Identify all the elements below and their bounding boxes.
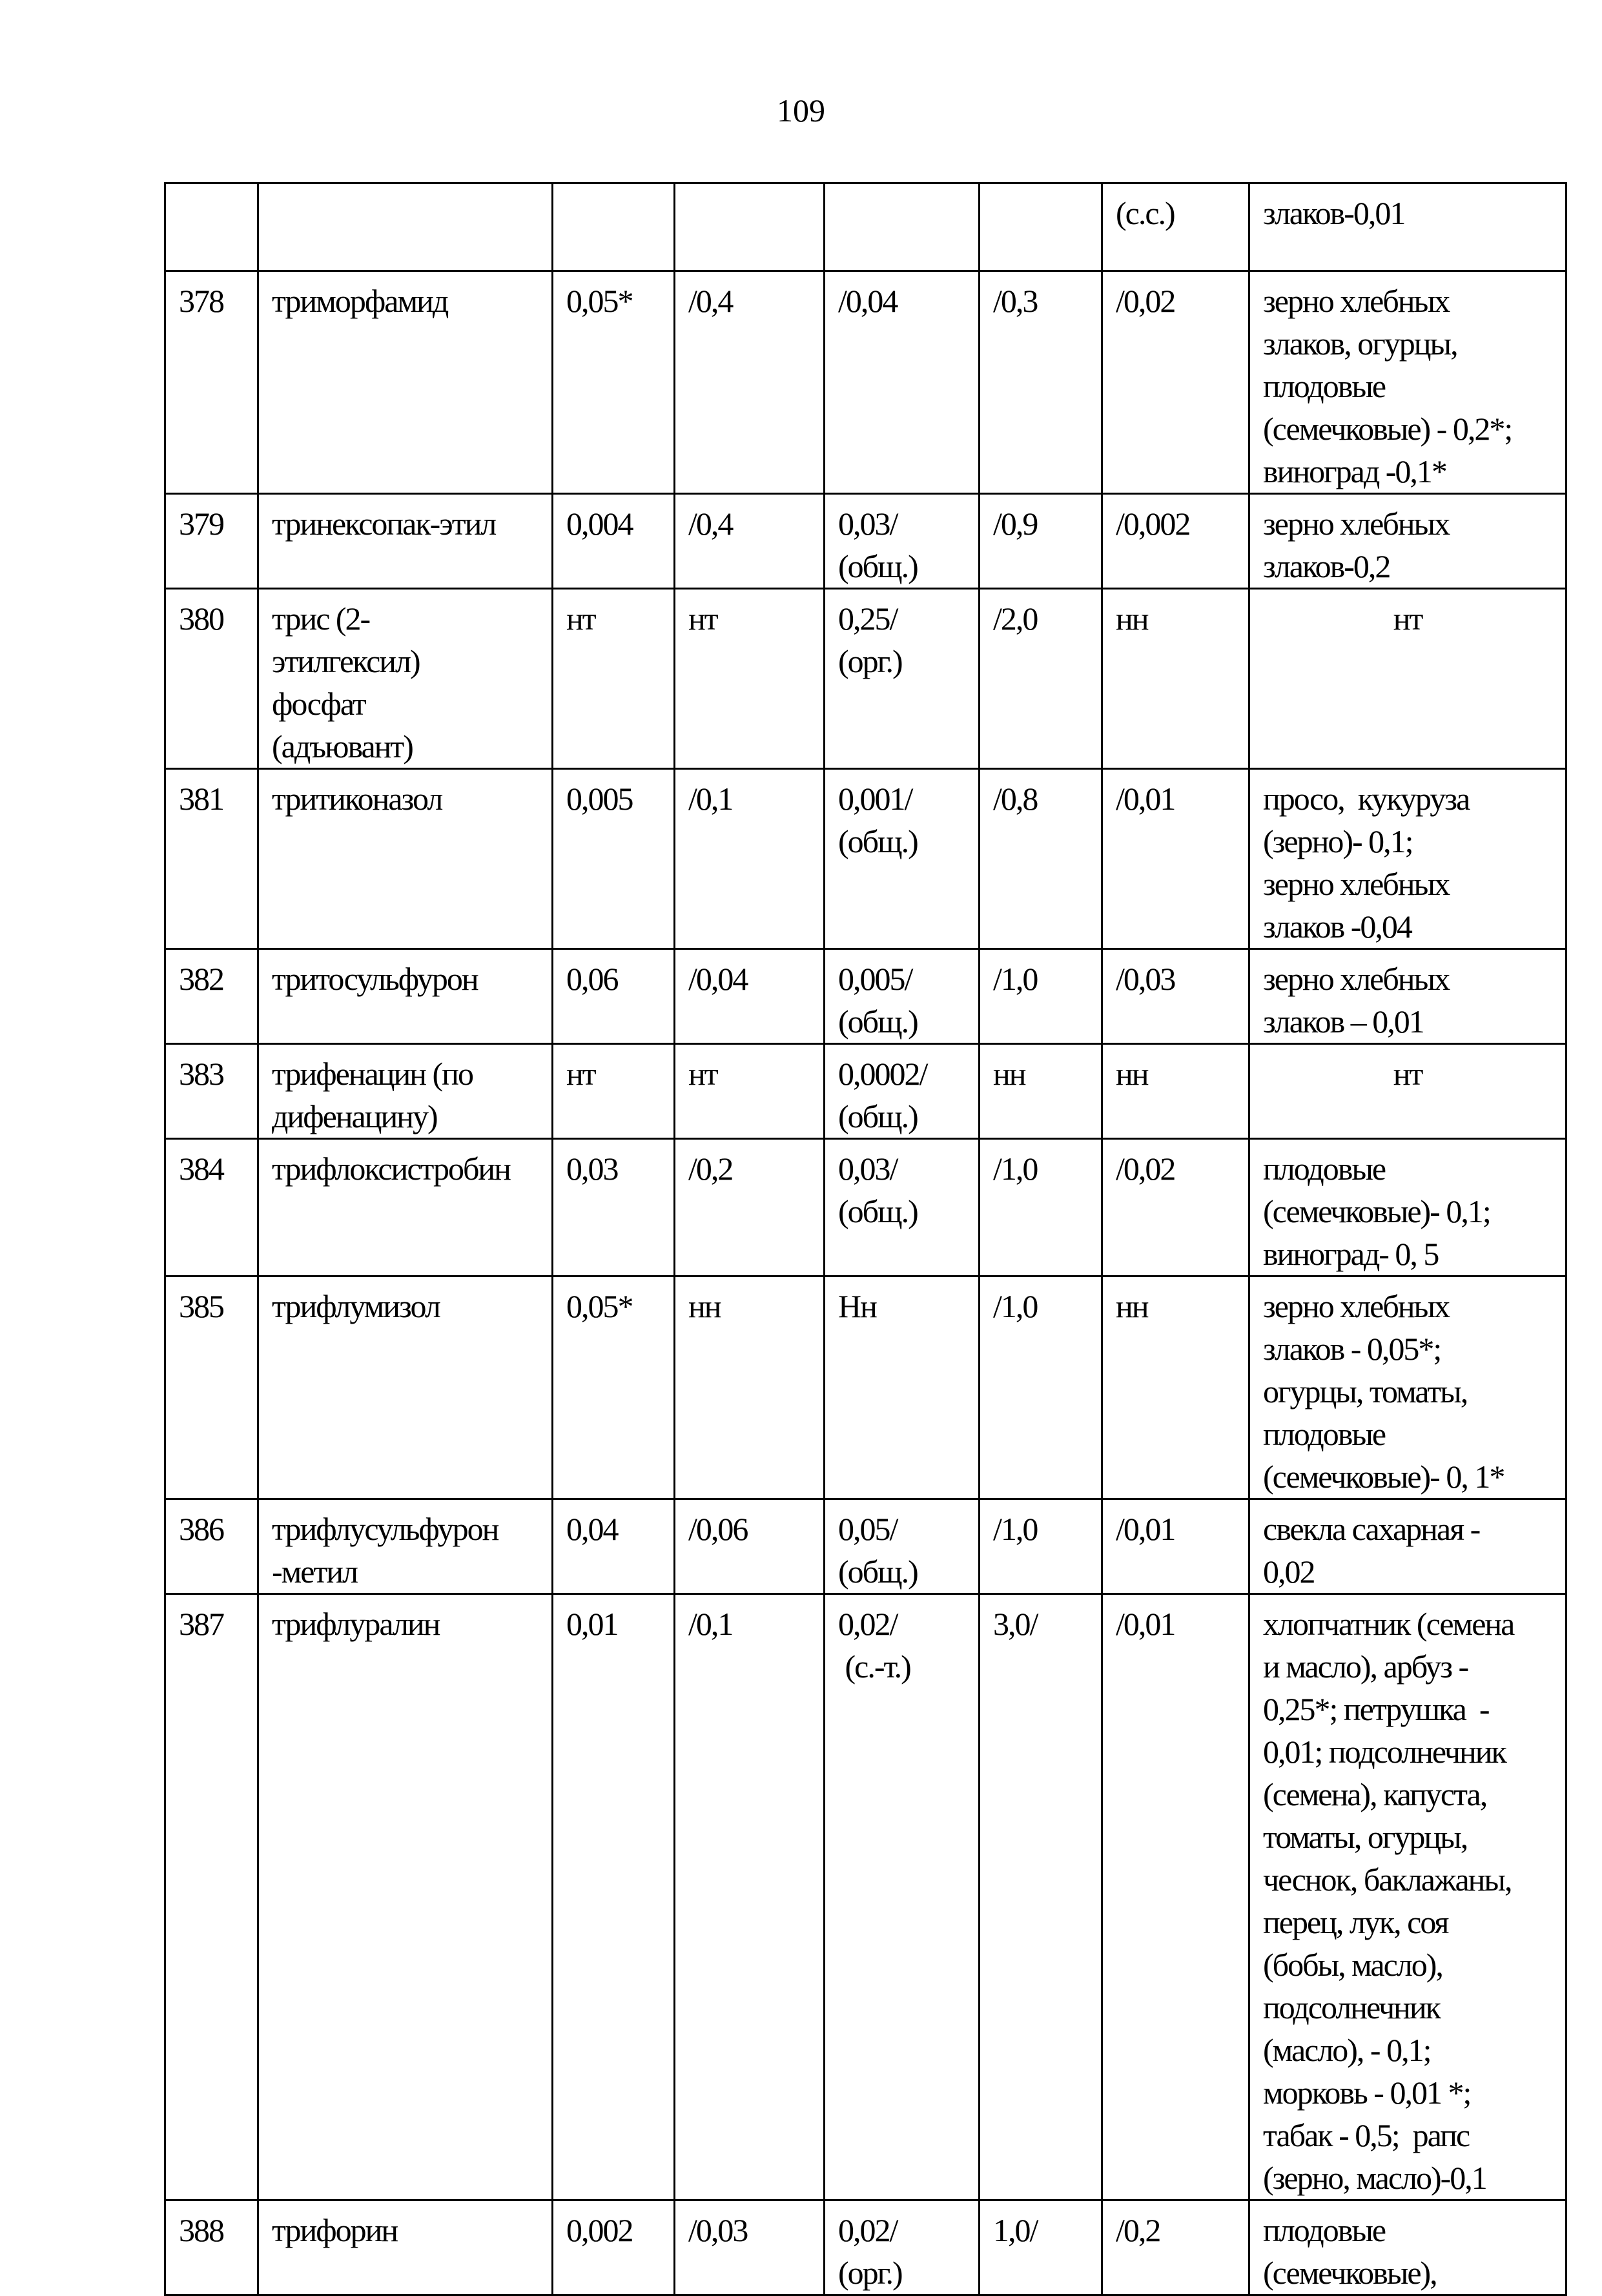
value-col-4: /0,06 xyxy=(675,1499,825,1594)
value-col-3: 0,005 xyxy=(553,769,675,949)
value-col-3: нт xyxy=(553,1044,675,1139)
table-body xyxy=(165,183,1566,2295)
value-col-6: /0,3 xyxy=(980,271,1102,494)
value-col-5: 0,25/ (орг.) xyxy=(825,589,980,769)
value-col-3: нт xyxy=(553,589,675,769)
value-col-6: /1,0 xyxy=(980,1499,1102,1594)
value-col-6: /0,9 xyxy=(980,494,1102,589)
value-col-4: нт xyxy=(675,589,825,769)
crop-limits: плодовые (семечковые)- 0,1; виноград- 0, 5 xyxy=(1249,1139,1566,1276)
value-col-7: (с.с.) xyxy=(1102,183,1249,271)
value-col-6 xyxy=(980,183,1102,271)
value-col-6: /2,0 xyxy=(980,589,1102,769)
substance-name: трифлуралин xyxy=(258,1594,553,2200)
value-col-4: нн xyxy=(675,1276,825,1499)
value-col-4: /0,4 xyxy=(675,494,825,589)
value-col-7: нн xyxy=(1102,589,1249,769)
residue-limits-table xyxy=(164,182,1567,2296)
row-number: 382 xyxy=(165,949,258,1044)
value-col-3: 0,03 xyxy=(553,1139,675,1276)
value-col-4: /0,1 xyxy=(675,1594,825,2200)
value-col-5: 0,0002/ (общ.) xyxy=(825,1044,980,1139)
value-col-6: /1,0 xyxy=(980,1276,1102,1499)
table-row xyxy=(165,2200,1566,2295)
table-row xyxy=(165,589,1566,769)
table-row xyxy=(165,1594,1566,2200)
value-col-5: 0,03/ (общ.) xyxy=(825,494,980,589)
value-col-3 xyxy=(553,183,675,271)
value-col-5: 0,02/ (с.-т.) xyxy=(825,1594,980,2200)
value-col-4 xyxy=(675,183,825,271)
value-col-3: 0,004 xyxy=(553,494,675,589)
row-number: 388 xyxy=(165,2200,258,2295)
crop-limits: зерно хлебных злаков - 0,05*; огурцы, томаты, плодовые (семечковые)- 0, 1* xyxy=(1249,1276,1566,1499)
value-col-4: /0,4 xyxy=(675,271,825,494)
value-col-7: /0,03 xyxy=(1102,949,1249,1044)
value-col-4: нт xyxy=(675,1044,825,1139)
substance-name: трифорин xyxy=(258,2200,553,2295)
crop-limits: зерно хлебных злаков-0,2 xyxy=(1249,494,1566,589)
value-col-7: /0,01 xyxy=(1102,769,1249,949)
value-col-7: /0,01 xyxy=(1102,1499,1249,1594)
crop-limits: зерно хлебных злаков – 0,01 xyxy=(1249,949,1566,1044)
table-row xyxy=(165,1139,1566,1276)
value-col-4: /0,03 xyxy=(675,2200,825,2295)
table-row xyxy=(165,769,1566,949)
substance-name: тритиконазол xyxy=(258,769,553,949)
value-col-4: /0,1 xyxy=(675,769,825,949)
value-col-4: /0,2 xyxy=(675,1139,825,1276)
value-col-3: 0,04 xyxy=(553,1499,675,1594)
value-col-5: 0,05/ (общ.) xyxy=(825,1499,980,1594)
row-number: 383 xyxy=(165,1044,258,1139)
crop-limits: зерно хлебных злаков, огурцы, плодовые (семечковые) - 0,2*; виноград -0,1* xyxy=(1249,271,1566,494)
value-col-5: 0,02/ (орг.) xyxy=(825,2200,980,2295)
value-col-5: Нн xyxy=(825,1276,980,1499)
value-col-7: нн xyxy=(1102,1044,1249,1139)
value-col-7: /0,01 xyxy=(1102,1594,1249,2200)
value-col-7: /0,02 xyxy=(1102,271,1249,494)
value-col-6: /1,0 xyxy=(980,1139,1102,1276)
table-row xyxy=(165,1044,1566,1139)
table-row xyxy=(165,494,1566,589)
value-col-7: нн xyxy=(1102,1276,1249,1499)
table-row xyxy=(165,1499,1566,1594)
crop-limits: хлопчатник (семена и масло), арбуз - 0,25*; петрушка - 0,01; подсолнечник (семена), капуста, томаты, огурцы, чеснок, баклажаны, перец, лук, соя (бобы, масло), подсолнечник (масло), - 0,1; морковь - 0,01 *; табак - 0,5; рапс (зерно, масло)-0,1 xyxy=(1249,1594,1566,2200)
crop-limits: свекла сахарная - 0,02 xyxy=(1249,1499,1566,1594)
value-col-3: 0,05* xyxy=(553,1276,675,1499)
row-number: 381 xyxy=(165,769,258,949)
value-col-5: /0,04 xyxy=(825,271,980,494)
value-col-6: 3,0/ xyxy=(980,1594,1102,2200)
substance-name: триморфамид xyxy=(258,271,553,494)
value-col-7: /0,2 xyxy=(1102,2200,1249,2295)
crop-limits: нт xyxy=(1249,1044,1566,1139)
substance-name: трифенацин (по дифенацину) xyxy=(258,1044,553,1139)
value-col-5: 0,001/ (общ.) xyxy=(825,769,980,949)
crop-limits: нт xyxy=(1249,589,1566,769)
row-number xyxy=(165,183,258,271)
value-col-3: 0,002 xyxy=(553,2200,675,2295)
table-row xyxy=(165,271,1566,494)
row-number: 380 xyxy=(165,589,258,769)
substance-name: трифлусульфурон -метил xyxy=(258,1499,553,1594)
row-number: 385 xyxy=(165,1276,258,1499)
row-number: 384 xyxy=(165,1139,258,1276)
value-col-5 xyxy=(825,183,980,271)
row-number: 386 xyxy=(165,1499,258,1594)
row-number: 387 xyxy=(165,1594,258,2200)
substance-name xyxy=(258,183,553,271)
value-col-3: 0,06 xyxy=(553,949,675,1044)
value-col-6: /1,0 xyxy=(980,949,1102,1044)
value-col-3: 0,05* xyxy=(553,271,675,494)
substance-name: тритосульфурон xyxy=(258,949,553,1044)
substance-name: тринексопак-этил xyxy=(258,494,553,589)
table-row xyxy=(165,1276,1566,1499)
value-col-3: 0,01 xyxy=(553,1594,675,2200)
row-number: 379 xyxy=(165,494,258,589)
crop-limits: злаков-0,01 xyxy=(1249,183,1566,271)
value-col-6: нн xyxy=(980,1044,1102,1139)
table-row xyxy=(165,183,1566,271)
value-col-6: 1,0/ xyxy=(980,2200,1102,2295)
value-col-7: /0,002 xyxy=(1102,494,1249,589)
substance-name: трифлумизол xyxy=(258,1276,553,1499)
row-number: 378 xyxy=(165,271,258,494)
value-col-5: 0,005/ (общ.) xyxy=(825,949,980,1044)
crop-limits: плодовые (семечковые), xyxy=(1249,2200,1566,2295)
page-number: 109 xyxy=(777,92,825,128)
value-col-5: 0,03/ (общ.) xyxy=(825,1139,980,1276)
value-col-6: /0,8 xyxy=(980,769,1102,949)
crop-limits: просо, кукуруза (зерно)- 0,1; зерно хлебных злаков -0,04 xyxy=(1249,769,1566,949)
value-col-4: /0,04 xyxy=(675,949,825,1044)
value-col-7: /0,02 xyxy=(1102,1139,1249,1276)
substance-name: трис (2- этилгексил) фосфат (адъювант) xyxy=(258,589,553,769)
substance-name: трифлоксистробин xyxy=(258,1139,553,1276)
table-row xyxy=(165,949,1566,1044)
